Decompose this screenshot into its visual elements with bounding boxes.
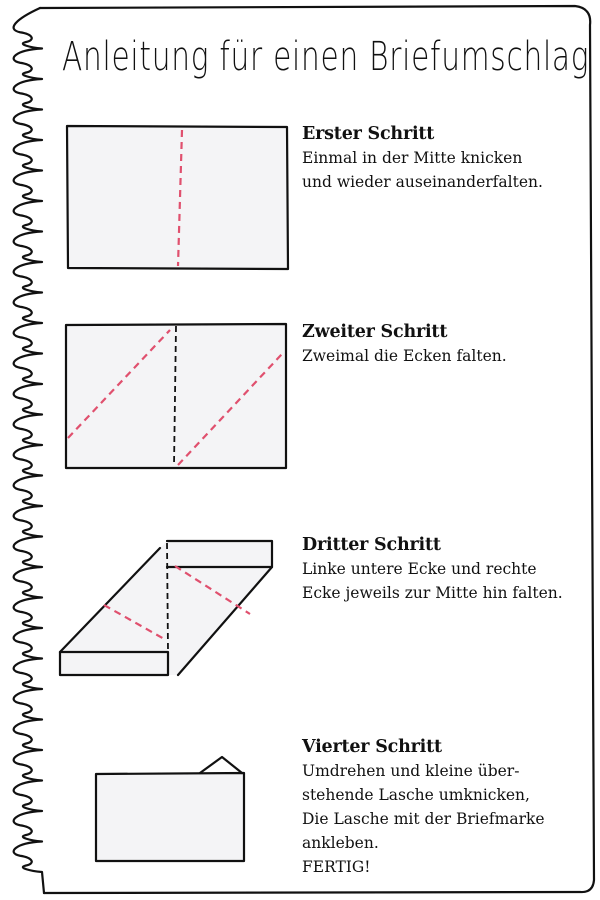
step-3-line-2: Ecke jeweils zur Mitte hin falten.: [302, 584, 563, 602]
spiral-binding-edge: [14, 8, 44, 893]
step-4-text: [302, 759, 587, 879]
step-2: [302, 322, 587, 368]
step-1-text: [302, 146, 587, 194]
step-1-line-1: Einmal in der Mitte knicken: [302, 149, 523, 167]
page-title: Anleitung für einen Briefumschlag: [62, 34, 590, 80]
step-4-line-5: FERTIG!: [302, 858, 371, 876]
flap: [200, 757, 242, 773]
step-4-line-2: stehende Lasche umknicken,: [302, 786, 530, 804]
step-1-heading: Erster Schritt: [302, 124, 435, 144]
step-4-line-3: Die Lasche mit der Briefmarke: [302, 810, 545, 828]
step-3-heading: Dritter Schritt: [302, 535, 441, 555]
step-3-line-1: Linke untere Ecke und rechte: [302, 560, 537, 578]
step-4: [302, 737, 587, 879]
step-2-heading: Zweiter Schritt: [302, 322, 448, 342]
step-1-line-2: und wieder auseinanderfalten.: [302, 173, 543, 191]
step-1: [302, 124, 587, 194]
step-2-line-1: Zweimal die Ecken falten.: [302, 347, 507, 365]
step3-illustration: [60, 541, 272, 675]
step1-illustration: [67, 126, 288, 269]
step-4-heading: Vierter Schritt: [302, 737, 442, 757]
step2-illustration: [65, 324, 286, 468]
step-3: [302, 535, 587, 605]
step-2-text: [302, 344, 587, 368]
step-4-line-4: ankleben.: [302, 834, 379, 852]
step-4-line-1: Umdrehen und kleine über-: [302, 762, 520, 780]
step4-illustration: [96, 757, 244, 861]
step-3-text: [302, 557, 587, 605]
